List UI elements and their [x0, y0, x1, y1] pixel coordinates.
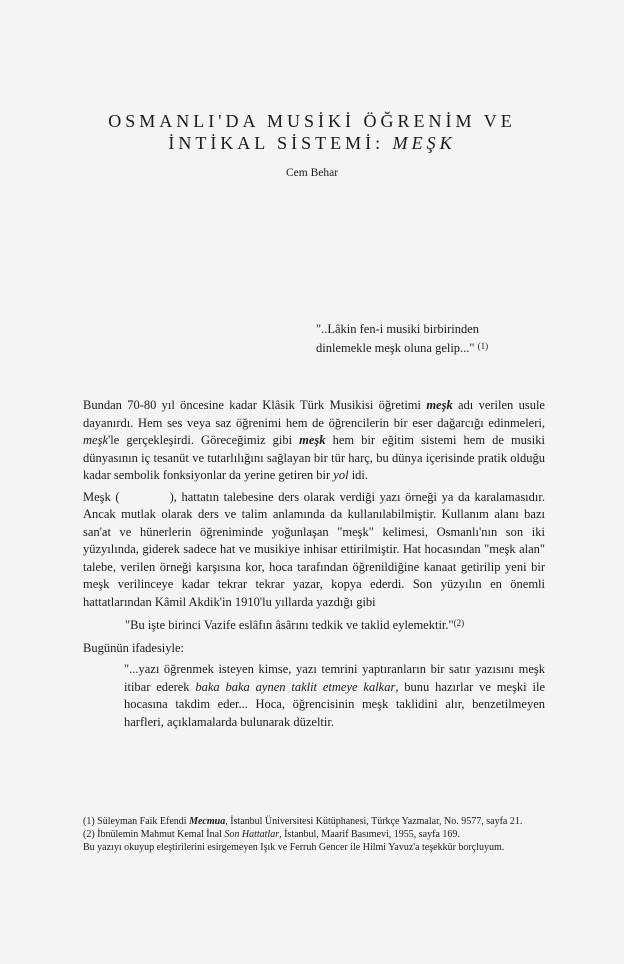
block-text-1: "...yazı öğrenmek isteyen kimse, yazı temrini yaptıranların bir satır yazısını meşk itibar ederek — [124, 662, 545, 694]
paragraph-1 — [83, 397, 545, 485]
p1-emph-1: meşk — [426, 398, 453, 412]
quote-akdik — [125, 615, 545, 635]
epigraph-line-2 — [316, 338, 576, 357]
quote-text: "Bu işte birinci Vazife eslâfın âsârını tedkik ve taklid eylemektir." — [125, 618, 454, 632]
footnote-ref-1: (1) — [477, 341, 489, 351]
title-line-2-text: İNTİKAL SİSTEMİ: — [168, 133, 393, 153]
epigraph-line-2-text: dinlemekle meşk oluna gelip..." — [316, 341, 475, 355]
article-body — [83, 397, 545, 731]
acknowledgement: Bu yazıyı okuyup eleştirilerini esirgemeyen Işık ve Ferruh Gencer ile Hilmi Yavuz'a teşekkür borçluyum. — [83, 842, 505, 853]
p1-text-1: Bundan 70-80 yıl öncesine kadar Klâsik Türk Musikisi öğretimi — [83, 398, 427, 412]
paragraph-3: Bugünün ifadesiyle: — [83, 640, 185, 655]
fn1-title: Mecmua — [189, 816, 226, 827]
footnote-ref-2: (2) — [453, 618, 465, 628]
footnote-2 — [83, 828, 545, 841]
p1-emph-3: meşk — [299, 433, 326, 447]
paragraph-2 — [83, 489, 545, 612]
article-title — [40, 110, 584, 154]
p1-emph-2: meşk — [83, 433, 108, 447]
epigraph — [316, 321, 576, 357]
author-name: Cem Behar — [285, 167, 339, 179]
fn2-text-1: (2) İbnülemin Mahmut Kemal İnal — [83, 829, 225, 840]
title-meshk: MEŞK — [392, 133, 456, 153]
title-line-1: OSMANLI'DA MUSİKİ ÖĞRENİM VE — [108, 111, 516, 131]
p1-text-4: hem bir eğitim sistemi hem de musiki dünyasının iç tesanüt ve tutarlılığını sağlayan bir tür harç, bu dünya içerisinde pratik olduğu kadar sembolik fonksiyonlar da yerine getiren bir — [83, 433, 545, 482]
p2-text-1: Meşk ( — [83, 489, 120, 504]
fn2-text-2: , İstanbul, Maarif Basımevi, 1955, sayfa 169. — [279, 829, 460, 840]
p1-text-5: idi. — [348, 468, 369, 482]
footnotes — [83, 815, 545, 854]
p1-text-2: adı verilen usule dayanırdı. Hem ses veya saz öğrenimi hem de öğrencilerin bir eser dağarcığı edinmeleri, — [83, 398, 545, 430]
block-quote — [124, 661, 545, 731]
block-text-2: , bunu hazırlar ve meşki ile hocasına takdim eder... Hoca, öğrencisinin meşk taklidini alır, benzetilmeyen harfleri, açıklamalarda bulunarak düzeltir. — [124, 679, 545, 729]
p2-text-2: ), hattatın talebesine ders olarak verdiği yazı örneği ya da karalamasıdır. Ancak mutlak olarak ders ve talim anlamında da kullanılabilmiştir. Kullanım alanı bazı san'at ve hünerlerin öğreniminde yoğunlaşan "meşk" kelimesi, Osmanlı'nın son iki yüzyılında, giderek sadece hat ve musikiye inhisar ettirilmiştir. Hat hocasından "meşk alan" talebe, verilen örneği karşısına kor, hoca tarafından öğrenildiğine kanaat getirilip yeni bir meşk verilinceye kadar tekrar tekrar yazar, kopya ederdi. Son yüzyılın en önemli hattatlarından Kâmil Akdik'in 1910'lu yıllarda yazdığı gibi — [83, 489, 545, 609]
p1-emph-4: yol — [333, 468, 349, 482]
fn1-text-1: (1) Süleyman Faik Efendi — [83, 816, 190, 827]
footnote-1 — [83, 815, 545, 828]
fn2-title: Son Hattatlar — [224, 829, 280, 840]
title-line-2 — [40, 132, 584, 154]
epigraph-line-1: "..Lâkin fen-i musiki birbirinden — [316, 322, 480, 336]
fn1-text-2: , İstanbul Üniversitesi Kütüphanesi, Türkçe Yazmalar, No. 9577, sayfa 21. — [225, 816, 523, 827]
p1-text-3: 'le gerçekleşirdi. Göreceğimiz gibi — [108, 433, 300, 447]
block-emph: baka baka aynen taklit etmeye kalkar — [195, 679, 396, 694]
